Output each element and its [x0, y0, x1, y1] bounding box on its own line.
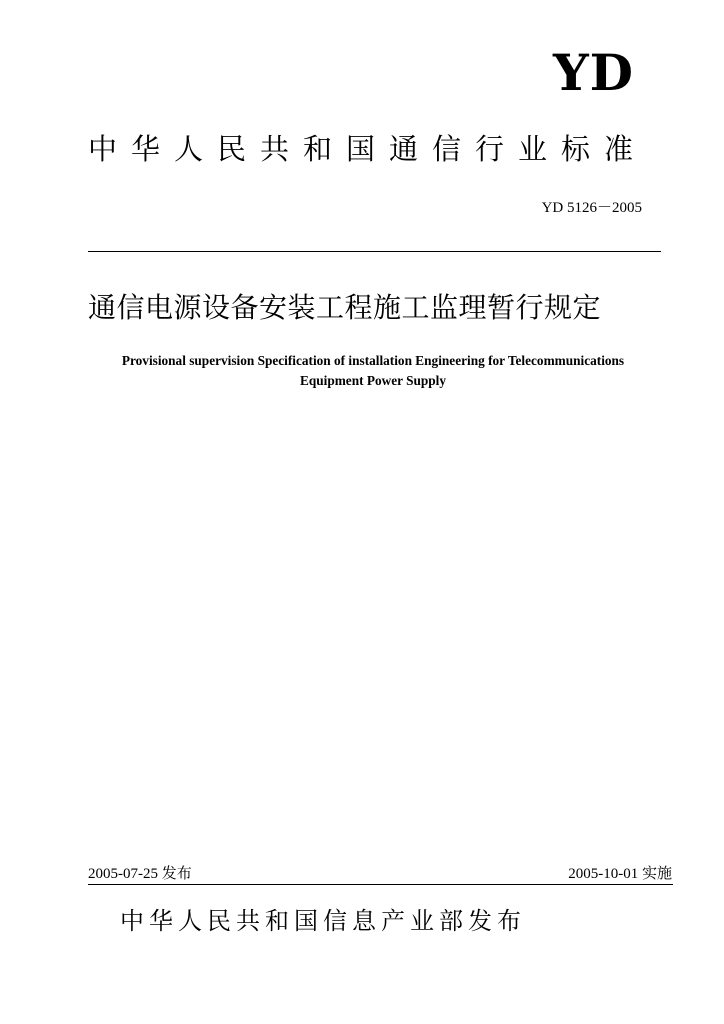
- standard-logo: YD: [552, 43, 634, 102]
- document-title-english: [92, 351, 654, 391]
- english-title-line-2: Equipment Power Supply: [299, 373, 447, 388]
- standard-number: YD 5126－2005: [541, 200, 642, 216]
- english-title-line-1: Provisional supervision Specification of installation Engineering for Telecommunications: [121, 353, 625, 368]
- bottom-divider: [88, 884, 673, 885]
- publisher-line: 中华人民共和国信息产业部发布: [120, 907, 526, 935]
- effective-date: 2005-10-01 实施: [568, 866, 672, 882]
- document-title-chinese: 通信电源设备安装工程施工监理暂行规定: [88, 291, 602, 324]
- top-divider: [88, 251, 661, 252]
- industry-standard-heading: 中华人民共和国通信行业标准: [88, 132, 648, 166]
- issue-date: 2005-07-25 发布: [88, 866, 192, 882]
